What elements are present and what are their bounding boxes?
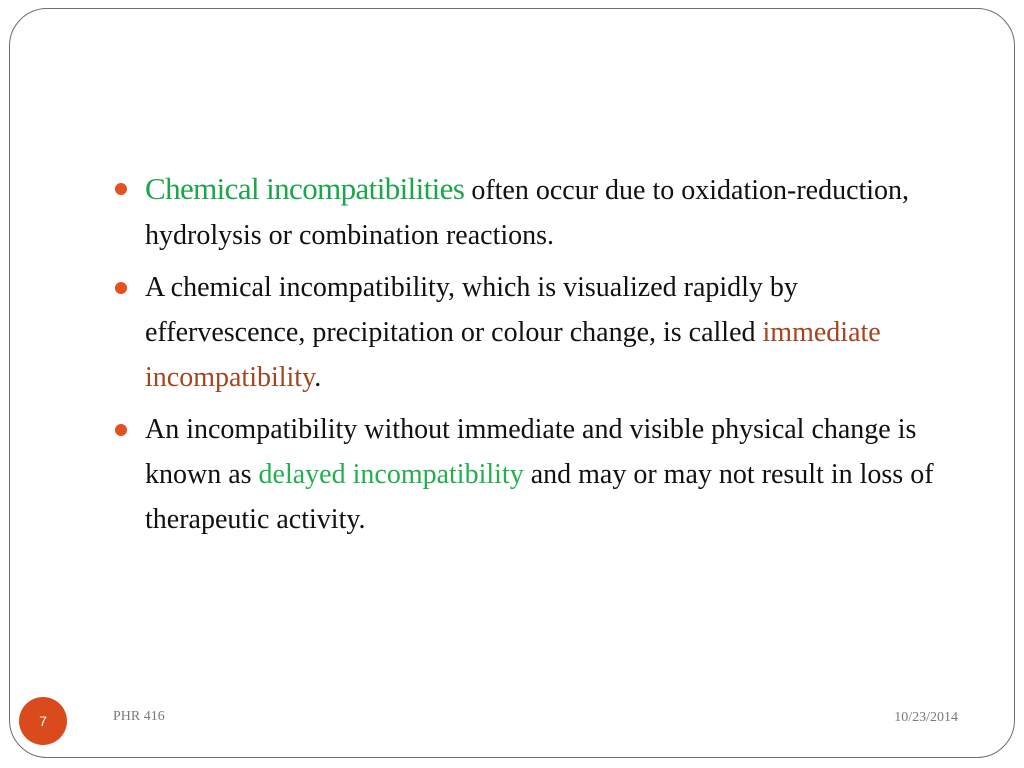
bullet-text: An incompatibility without immediate and visible physical change is known as	[145, 414, 917, 490]
chemical-incompatibilities-term: Chemical incompatibilities	[145, 171, 465, 206]
bullet-item-delayed	[112, 407, 942, 542]
footer-course: PHR 416	[113, 709, 165, 724]
bullet-item-immediate	[112, 265, 942, 400]
bullet-text: A chemical incompatibility, which is visualized rapidly by effervescence, precipitation or colour change, is called	[145, 272, 798, 348]
slide-body	[112, 166, 942, 549]
bullet-text: often occur due to oxidation-reduction, hydrolysis or combination reactions.	[145, 175, 910, 251]
bullet-dot-icon	[115, 183, 127, 195]
immediate-incompatibility-term: immediate incompatibility	[145, 317, 881, 393]
page-number-badge	[19, 697, 67, 745]
bullet-dot-icon	[115, 282, 127, 294]
bullet-dot-icon	[115, 424, 127, 436]
bullet-text-end: .	[314, 362, 322, 393]
page-number: 7	[39, 713, 47, 729]
delayed-incompatibility-term: delayed incompatibility	[258, 459, 524, 490]
footer-date: 10/23/2014	[894, 710, 958, 725]
bullet-text-end: and may or may not result in loss of therapeutic activity.	[145, 459, 934, 535]
bullet-item-chemical	[112, 166, 942, 258]
